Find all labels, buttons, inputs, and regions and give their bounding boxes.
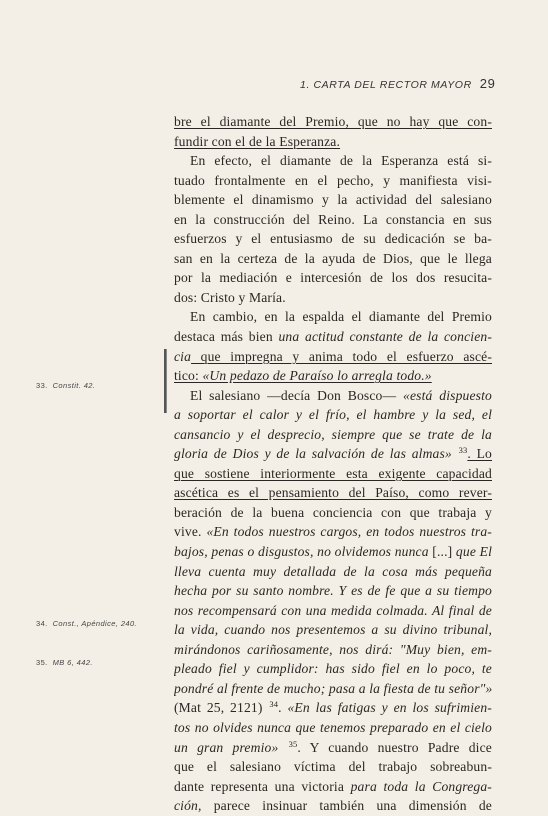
text-line — [174, 522, 492, 542]
footnote-number: 34. — [36, 619, 48, 628]
text-line — [174, 249, 492, 269]
text-line — [174, 444, 492, 464]
footnote-ref[interactable]: 33 — [458, 445, 468, 456]
text-line — [174, 601, 492, 621]
line-text: tico: — [174, 368, 203, 384]
text-line — [174, 405, 492, 425]
text-line — [174, 190, 492, 210]
text-line — [174, 347, 492, 367]
italic-text: «Un pedazo de Paraíso lo arregla todo.» — [202, 368, 432, 384]
line-text: . Lo — [467, 446, 492, 462]
italic-text: «En todos nuestros cargos, en todos nuestros tra- — [206, 524, 492, 540]
line-text: bre el diamante del Premio, que no hay que con- — [174, 114, 492, 129]
text-line — [174, 777, 492, 797]
italic-text: gloria de Dios y de la salvación de las almas» — [174, 446, 458, 462]
footnote-text: Constit. 42. — [52, 381, 96, 390]
italic-text: cansancio y el desprecio, siempre que se trate de la — [174, 426, 492, 442]
line-text: destaca más bien — [174, 329, 279, 345]
italic-text: pleado fiel y cumplidor: has sido fiel en lo poco, te — [174, 661, 492, 677]
footnote-35 — [36, 658, 154, 667]
text-line — [174, 327, 492, 347]
line-text: . Y cuando nuestro Padre dice — [297, 739, 492, 755]
paragraph-start — [174, 151, 492, 171]
footnote-ref[interactable]: 34 — [269, 699, 279, 710]
italic-text: un gran premio» — [174, 739, 288, 755]
line-text: esfuerzos y el entusiasmo de su dedicación se ba- — [174, 231, 492, 247]
text-line — [174, 640, 492, 660]
text-line — [174, 229, 492, 249]
footnote-text: Const., Apéndice, 240. — [52, 619, 138, 628]
text-line — [174, 483, 492, 503]
text-line — [174, 112, 492, 132]
italic-text: pondré al frente de mucho; pasa a la fiesta de tu señor"» — [174, 680, 492, 696]
footnote-ref[interactable]: 35 — [288, 738, 298, 749]
italic-text: mirándonos cariñosamente, nos dirá: "Muy bien, em- — [174, 641, 492, 657]
text-line — [174, 620, 492, 640]
italic-text: una actitud constante de la concien- — [278, 329, 492, 345]
italic-text: hecha por su santo nombre. Y es de fe que a su tiempo — [174, 583, 492, 599]
text-line — [174, 718, 492, 738]
text-line — [174, 210, 492, 230]
line-text: El salesiano —decía Don Bosco— — [190, 387, 404, 403]
text-line — [174, 268, 492, 288]
line-text: parece insinuar también una dimensión de — [201, 798, 492, 814]
line-text: blemente el dinamismo y la actividad del salesiano — [174, 192, 492, 208]
italic-text: «En las fatigas y en los sufrimien- — [287, 700, 492, 716]
footnote-33 — [36, 381, 154, 390]
running-title: 1. CARTA DEL RECTOR MAYOR — [300, 79, 472, 91]
footnote-text: MB 6, 442. — [52, 658, 93, 667]
italic-text: la vida, cuando nos presentemos a su divino tribunal, — [174, 622, 492, 638]
page-number: 29 — [479, 76, 496, 91]
body-text — [174, 112, 492, 816]
text-line — [174, 366, 492, 386]
text-line — [174, 698, 492, 718]
line-text: . — [278, 700, 288, 716]
text-line — [174, 503, 492, 523]
italic-text: para toda la Congrega- — [350, 778, 492, 794]
text-line — [174, 659, 492, 679]
text-line — [174, 464, 492, 484]
running-header — [300, 76, 496, 91]
line-text: En cambio, en la espalda el diamante del Premio — [190, 309, 492, 325]
line-text: en la construcción del Reino. La constancia en sus — [174, 211, 492, 227]
line-text: vive. — [174, 524, 207, 540]
italic-text: a soportar el calor y el frío, el hambre y la sed, el — [174, 407, 492, 423]
text-line — [174, 738, 492, 758]
line-text: En efecto, el diamante de la Esperanza está si- — [190, 153, 492, 169]
line-text: que el salesiano víctima del trabajo sobreabun- — [174, 759, 492, 775]
text-line — [174, 288, 492, 308]
italic-text: ción, — [174, 798, 202, 814]
italic-text: que El — [455, 544, 492, 560]
italic-text: cia — [174, 348, 192, 364]
line-text: beración de la buena conciencia con que trabaja y — [174, 504, 492, 520]
italic-text: lleva cuenta muy detallada de la cosa más pequeña — [174, 563, 492, 579]
line-text: por la mediación e intercesión de los dos resucita- — [174, 270, 492, 286]
line-text: dos: Cristo y María. — [174, 289, 286, 305]
text-line — [174, 796, 492, 816]
text-line — [174, 562, 492, 582]
margin-marker-bar — [164, 349, 167, 413]
paragraph-start — [174, 307, 492, 327]
line-text: dante representa una victoria — [174, 778, 351, 794]
text-line — [174, 581, 492, 601]
footnote-number: 35. — [36, 658, 48, 667]
line-text: fundir con el de la Esperanza. — [174, 133, 341, 149]
text-line — [174, 757, 492, 777]
italic-text: bajos, penas o disgustos, no olvidemos nunca — [174, 544, 433, 560]
italic-text: tos no olvides nunca que tenemos preparado en el cielo — [174, 719, 492, 735]
line-text: tuado frontalmente en el pecho, y manifiesta visi- — [174, 172, 492, 188]
line-text: que impregna y anima todo el esfuerzo ascé- — [191, 348, 492, 364]
text-line — [174, 542, 492, 562]
line-text: ascética es el pensamiento del Paíso, como rever- — [174, 485, 492, 501]
line-text: [...] — [432, 544, 456, 560]
text-line — [174, 679, 492, 699]
line-text: san en la certeza de la ayuda de Dios, que le llega — [174, 250, 492, 266]
italic-text: nos recompensará con una medida colmada. Al final de — [174, 602, 492, 618]
footnote-number: 33. — [36, 381, 48, 390]
line-text: que sostiene interiormente esta exigente capacidad — [174, 465, 492, 481]
text-line — [174, 171, 492, 191]
paragraph-start — [174, 386, 492, 406]
footnote-34 — [36, 619, 154, 628]
line-text: (Mat 25, 2121) — [174, 700, 269, 716]
text-line — [174, 425, 492, 445]
italic-text: «está dispuesto — [403, 387, 492, 403]
text-line — [174, 132, 492, 152]
